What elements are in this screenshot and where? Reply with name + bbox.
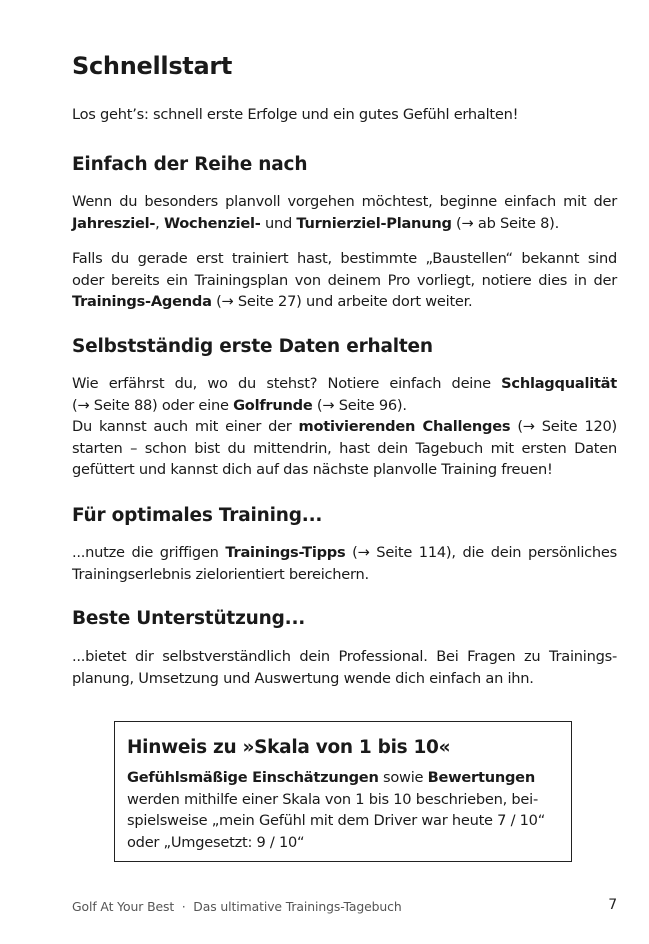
scale-note-box (114, 721, 572, 862)
page-footer (72, 899, 617, 914)
intro-text: Los geht’s: schnell erste Erfolge und ein gutes Gefühl erhalten! (72, 106, 519, 123)
section-heading-unterstuetzung: Beste Unterstützung... (72, 608, 306, 629)
section-training-paragraph: ...nutze die griffigen Trainings-Tipps (→ Seite 114), die dein persönliches Trainingserlebnis zielorientiert bereichern. (72, 544, 617, 583)
section-daten-paragraph: Wie erfährst du, wo du stehst? Notiere einfach deine Schlagqualität (→ Seite 88) oder eine Golfrunde (→ Seite 96). Du kannst auch mit einer der motivierenden Challenges (→ Seite 120) starten – schon bist du mittendrin, hast dein Tagebuch mit ersten Daten gefüttert und kannst dich auf das nächste planvolle Training freuen! (72, 375, 617, 478)
footer-book-title: Golf At Your Best · Das ultimative Trainings-Tagebuch (72, 899, 402, 914)
page-title: Schnellstart (72, 52, 233, 80)
section-reihe-paragraph-1: Wenn du besonders planvoll vorgehen möchtest, beginne einfach mit der Jahresziel-, Wochenziel- und Turnierziel-Planung (→ ab Seite 8). (72, 193, 617, 232)
section-unterstuetzung-paragraph: ...bietet dir selbstverständlich dein Professional. Bei Fragen zu Trainings- planung, Umsetzung und Auswertung wende dich einfach an ihn. (72, 648, 617, 687)
section-heading-reihe: Einfach der Reihe nach (72, 154, 308, 175)
section-reihe-paragraph-2: Falls du gerade erst trainiert hast, bestimmte „Baustellen“ bekannt sind oder bereits ein Trainingsplan von deinem Pro vorliegt, notiere dies in der Trainings-Agenda (→ Seite 27) und arbeite dort weiter. (72, 250, 617, 310)
section-heading-daten: Selbstständig erste Daten erhalten (72, 336, 433, 357)
section-heading-training: Für optimales Training... (72, 505, 323, 526)
scale-note-text: Gefühlsmäßige Einschätzungen sowie Bewertungen werden mithilfe einer Skala von 1 bis 10 beschrieben, bei- spielsweise „mein Gefühl mit dem Driver war heute 7 / 10“ oder „Umgesetzt: 9 / 10“ (127, 769, 546, 851)
page-number: 7 (608, 897, 617, 913)
scale-note-heading: Hinweis zu »Skala von 1 bis 10« (127, 737, 451, 758)
